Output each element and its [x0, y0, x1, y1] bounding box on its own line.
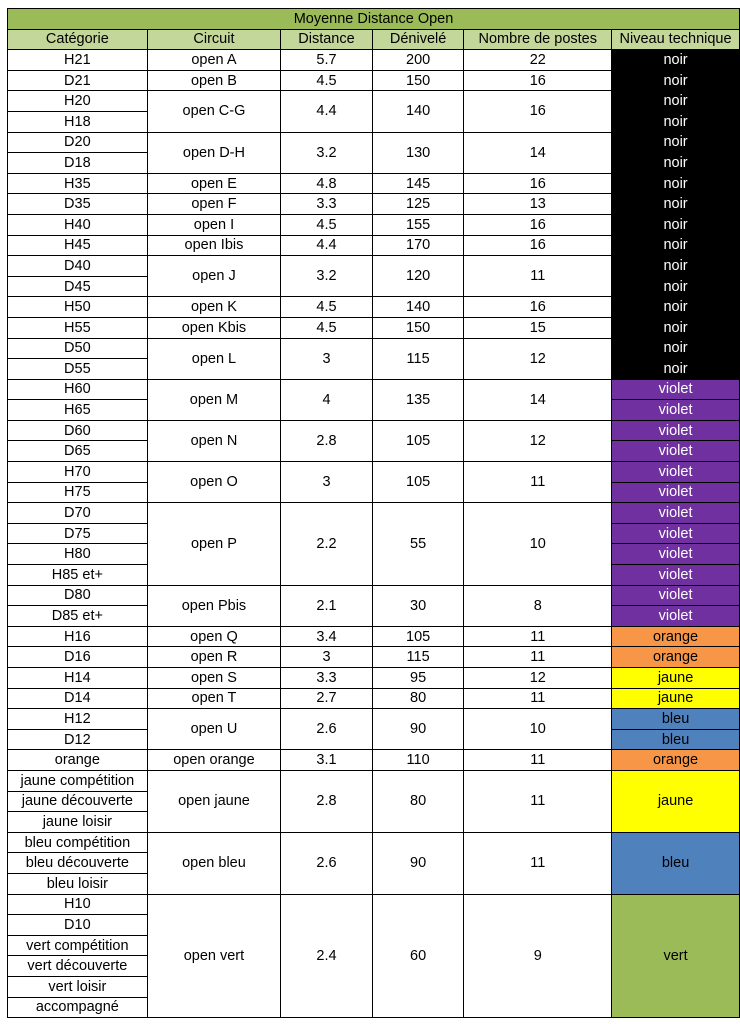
cell-nombre-postes: 9 [464, 894, 612, 1018]
courses-table [7, 8, 740, 1018]
cell-categorie: H21 [8, 50, 148, 71]
cell-denivele: 150 [372, 70, 464, 91]
cell-niveau-technique: jaune [612, 688, 740, 709]
cell-denivele: 135 [372, 379, 464, 420]
cell-niveau-technique: violet [612, 523, 740, 544]
cell-denivele: 105 [372, 626, 464, 647]
cell-categorie: D55 [8, 359, 148, 380]
cell-niveau-technique: noir [612, 359, 740, 380]
cell-nombre-postes: 16 [464, 297, 612, 318]
table-row [8, 132, 740, 153]
cell-denivele: 200 [372, 50, 464, 71]
cell-niveau-technique: bleu [612, 832, 740, 894]
cell-distance: 5.7 [281, 50, 373, 71]
cell-categorie: orange [8, 750, 148, 771]
header-row [8, 29, 740, 50]
cell-categorie: bleu compétition [8, 832, 148, 853]
cell-categorie: D40 [8, 256, 148, 277]
cell-categorie: D70 [8, 503, 148, 524]
cell-categorie: H35 [8, 173, 148, 194]
cell-distance: 4.4 [281, 235, 373, 256]
cell-nombre-postes: 14 [464, 132, 612, 173]
cell-niveau-technique: noir [612, 173, 740, 194]
cell-categorie: H75 [8, 482, 148, 503]
cell-denivele: 105 [372, 462, 464, 503]
cell-niveau-technique: noir [612, 91, 740, 112]
cell-categorie: D20 [8, 132, 148, 153]
table-row [8, 626, 740, 647]
cell-circuit: open E [147, 173, 280, 194]
cell-categorie: bleu loisir [8, 873, 148, 894]
cell-distance: 2.8 [281, 420, 373, 461]
cell-categorie: H65 [8, 400, 148, 421]
header-denivele: Dénivelé [372, 29, 464, 50]
cell-nombre-postes: 16 [464, 91, 612, 132]
cell-nombre-postes: 22 [464, 50, 612, 71]
cell-denivele: 80 [372, 770, 464, 832]
table-row [8, 750, 740, 771]
cell-circuit: open U [147, 709, 280, 750]
cell-categorie: D10 [8, 915, 148, 936]
table-row [8, 420, 740, 441]
cell-distance: 3.3 [281, 668, 373, 689]
table-row [8, 894, 740, 915]
cell-circuit: open F [147, 194, 280, 215]
cell-categorie: D85 et+ [8, 606, 148, 627]
cell-nombre-postes: 12 [464, 338, 612, 379]
cell-categorie: H16 [8, 626, 148, 647]
cell-niveau-technique: noir [612, 132, 740, 153]
cell-distance: 3.4 [281, 626, 373, 647]
cell-categorie: D21 [8, 70, 148, 91]
cell-denivele: 120 [372, 256, 464, 297]
header-categorie: Catégorie [8, 29, 148, 50]
cell-nombre-postes: 11 [464, 750, 612, 771]
cell-denivele: 80 [372, 688, 464, 709]
cell-denivele: 140 [372, 297, 464, 318]
cell-nombre-postes: 15 [464, 317, 612, 338]
cell-niveau-technique: noir [612, 111, 740, 132]
cell-circuit: open O [147, 462, 280, 503]
cell-denivele: 155 [372, 214, 464, 235]
cell-niveau-technique: noir [612, 50, 740, 71]
cell-circuit: open vert [147, 894, 280, 1018]
cell-categorie: bleu découverte [8, 853, 148, 874]
cell-nombre-postes: 16 [464, 173, 612, 194]
cell-circuit: open R [147, 647, 280, 668]
cell-niveau-technique: noir [612, 70, 740, 91]
table-row [8, 317, 740, 338]
cell-categorie: H50 [8, 297, 148, 318]
cell-categorie: vert loisir [8, 976, 148, 997]
cell-circuit: open D-H [147, 132, 280, 173]
cell-distance: 2.8 [281, 770, 373, 832]
cell-distance: 3 [281, 462, 373, 503]
cell-distance: 3 [281, 338, 373, 379]
cell-niveau-technique: violet [612, 503, 740, 524]
cell-nombre-postes: 16 [464, 235, 612, 256]
cell-distance: 2.6 [281, 709, 373, 750]
cell-niveau-technique: noir [612, 153, 740, 174]
table-row [8, 70, 740, 91]
cell-niveau-technique: vert [612, 894, 740, 1018]
cell-niveau-technique: noir [612, 276, 740, 297]
cell-denivele: 115 [372, 647, 464, 668]
cell-categorie: H85 et+ [8, 565, 148, 586]
cell-categorie: jaune loisir [8, 812, 148, 833]
table-row [8, 50, 740, 71]
cell-denivele: 115 [372, 338, 464, 379]
cell-categorie: D14 [8, 688, 148, 709]
cell-distance: 4.5 [281, 214, 373, 235]
cell-niveau-technique: noir [612, 214, 740, 235]
cell-nombre-postes: 11 [464, 770, 612, 832]
cell-nombre-postes: 10 [464, 503, 612, 585]
table-row [8, 214, 740, 235]
cell-distance: 3 [281, 647, 373, 668]
cell-categorie: D45 [8, 276, 148, 297]
cell-circuit: open Ibis [147, 235, 280, 256]
cell-circuit: open C-G [147, 91, 280, 132]
cell-distance: 4.5 [281, 317, 373, 338]
cell-niveau-technique: bleu [612, 709, 740, 730]
cell-categorie: vert découverte [8, 956, 148, 977]
cell-niveau-technique: noir [612, 297, 740, 318]
cell-categorie: D35 [8, 194, 148, 215]
cell-nombre-postes: 11 [464, 647, 612, 668]
cell-circuit: open jaune [147, 770, 280, 832]
table-body [8, 9, 740, 1018]
cell-categorie: D80 [8, 585, 148, 606]
cell-categorie: jaune compétition [8, 770, 148, 791]
cell-categorie: H40 [8, 214, 148, 235]
cell-niveau-technique: noir [612, 338, 740, 359]
header-niveau-technique: Niveau technique [612, 29, 740, 50]
cell-circuit: open Pbis [147, 585, 280, 626]
cell-niveau-technique: orange [612, 750, 740, 771]
cell-circuit: open orange [147, 750, 280, 771]
table-row [8, 668, 740, 689]
cell-circuit: open N [147, 420, 280, 461]
cell-categorie: H80 [8, 544, 148, 565]
cell-circuit: open I [147, 214, 280, 235]
cell-distance: 4.4 [281, 91, 373, 132]
table-row [8, 338, 740, 359]
cell-nombre-postes: 13 [464, 194, 612, 215]
table-row [8, 647, 740, 668]
cell-nombre-postes: 11 [464, 626, 612, 647]
cell-distance: 4.5 [281, 297, 373, 318]
cell-distance: 4.5 [281, 70, 373, 91]
cell-niveau-technique: noir [612, 235, 740, 256]
cell-circuit: open M [147, 379, 280, 420]
cell-denivele: 150 [372, 317, 464, 338]
cell-denivele: 130 [372, 132, 464, 173]
cell-nombre-postes: 11 [464, 256, 612, 297]
cell-distance: 2.1 [281, 585, 373, 626]
table-row [8, 235, 740, 256]
cell-circuit: open T [147, 688, 280, 709]
table-row [8, 297, 740, 318]
cell-nombre-postes: 11 [464, 688, 612, 709]
cell-niveau-technique: jaune [612, 770, 740, 832]
cell-categorie: D16 [8, 647, 148, 668]
cell-nombre-postes: 8 [464, 585, 612, 626]
cell-circuit: open Q [147, 626, 280, 647]
table-row [8, 688, 740, 709]
cell-denivele: 95 [372, 668, 464, 689]
cell-categorie: H20 [8, 91, 148, 112]
cell-nombre-postes: 12 [464, 668, 612, 689]
table-row [8, 256, 740, 277]
table-title: Moyenne Distance Open [8, 9, 740, 30]
cell-distance: 2.2 [281, 503, 373, 585]
table-row [8, 585, 740, 606]
cell-categorie: accompagné [8, 997, 148, 1018]
cell-niveau-technique: violet [612, 379, 740, 400]
header-circuit: Circuit [147, 29, 280, 50]
cell-niveau-technique: noir [612, 194, 740, 215]
cell-circuit: open L [147, 338, 280, 379]
cell-niveau-technique: violet [612, 462, 740, 483]
cell-niveau-technique: violet [612, 420, 740, 441]
cell-niveau-technique: violet [612, 565, 740, 586]
cell-denivele: 55 [372, 503, 464, 585]
cell-niveau-technique: violet [612, 441, 740, 462]
table-row [8, 173, 740, 194]
cell-nombre-postes: 14 [464, 379, 612, 420]
cell-denivele: 90 [372, 709, 464, 750]
table-row [8, 379, 740, 400]
cell-niveau-technique: violet [612, 606, 740, 627]
cell-categorie: vert compétition [8, 935, 148, 956]
cell-distance: 2.6 [281, 832, 373, 894]
table-row [8, 503, 740, 524]
cell-categorie: H18 [8, 111, 148, 132]
cell-distance: 4 [281, 379, 373, 420]
header-distance: Distance [281, 29, 373, 50]
cell-nombre-postes: 12 [464, 420, 612, 461]
cell-circuit: open J [147, 256, 280, 297]
table-row [8, 194, 740, 215]
cell-categorie: H14 [8, 668, 148, 689]
cell-categorie: D12 [8, 729, 148, 750]
cell-distance: 3.2 [281, 256, 373, 297]
cell-nombre-postes: 11 [464, 462, 612, 503]
spreadsheet [7, 8, 740, 1018]
cell-circuit: open K [147, 297, 280, 318]
cell-nombre-postes: 11 [464, 832, 612, 894]
cell-denivele: 145 [372, 173, 464, 194]
cell-categorie: H70 [8, 462, 148, 483]
cell-denivele: 170 [372, 235, 464, 256]
cell-circuit: open Kbis [147, 317, 280, 338]
cell-categorie: D65 [8, 441, 148, 462]
cell-circuit: open S [147, 668, 280, 689]
cell-niveau-technique: noir [612, 256, 740, 277]
cell-circuit: open A [147, 50, 280, 71]
cell-categorie: D60 [8, 420, 148, 441]
cell-distance: 3.1 [281, 750, 373, 771]
cell-nombre-postes: 10 [464, 709, 612, 750]
cell-niveau-technique: violet [612, 482, 740, 503]
cell-distance: 3.2 [281, 132, 373, 173]
table-row [8, 91, 740, 112]
cell-denivele: 105 [372, 420, 464, 461]
cell-distance: 2.4 [281, 894, 373, 1018]
cell-niveau-technique: orange [612, 626, 740, 647]
table-row [8, 709, 740, 730]
cell-niveau-technique: bleu [612, 729, 740, 750]
cell-categorie: H10 [8, 894, 148, 915]
cell-categorie: H45 [8, 235, 148, 256]
cell-niveau-technique: orange [612, 647, 740, 668]
cell-categorie: H60 [8, 379, 148, 400]
table-row [8, 832, 740, 853]
cell-categorie: D75 [8, 523, 148, 544]
cell-denivele: 60 [372, 894, 464, 1018]
cell-denivele: 140 [372, 91, 464, 132]
cell-categorie: D18 [8, 153, 148, 174]
header-nombre-postes: Nombre de postes [464, 29, 612, 50]
table-row [8, 462, 740, 483]
cell-niveau-technique: violet [612, 400, 740, 421]
cell-niveau-technique: jaune [612, 668, 740, 689]
cell-denivele: 30 [372, 585, 464, 626]
cell-niveau-technique: violet [612, 544, 740, 565]
cell-distance: 3.3 [281, 194, 373, 215]
cell-categorie: H55 [8, 317, 148, 338]
cell-niveau-technique: violet [612, 585, 740, 606]
title-row [8, 9, 740, 30]
cell-circuit: open P [147, 503, 280, 585]
cell-categorie: H12 [8, 709, 148, 730]
cell-categorie: D50 [8, 338, 148, 359]
cell-denivele: 90 [372, 832, 464, 894]
cell-circuit: open bleu [147, 832, 280, 894]
cell-distance: 2.7 [281, 688, 373, 709]
cell-distance: 4.8 [281, 173, 373, 194]
cell-categorie: jaune découverte [8, 791, 148, 812]
cell-niveau-technique: noir [612, 317, 740, 338]
cell-denivele: 125 [372, 194, 464, 215]
cell-denivele: 110 [372, 750, 464, 771]
cell-nombre-postes: 16 [464, 214, 612, 235]
cell-nombre-postes: 16 [464, 70, 612, 91]
table-row [8, 770, 740, 791]
cell-circuit: open B [147, 70, 280, 91]
